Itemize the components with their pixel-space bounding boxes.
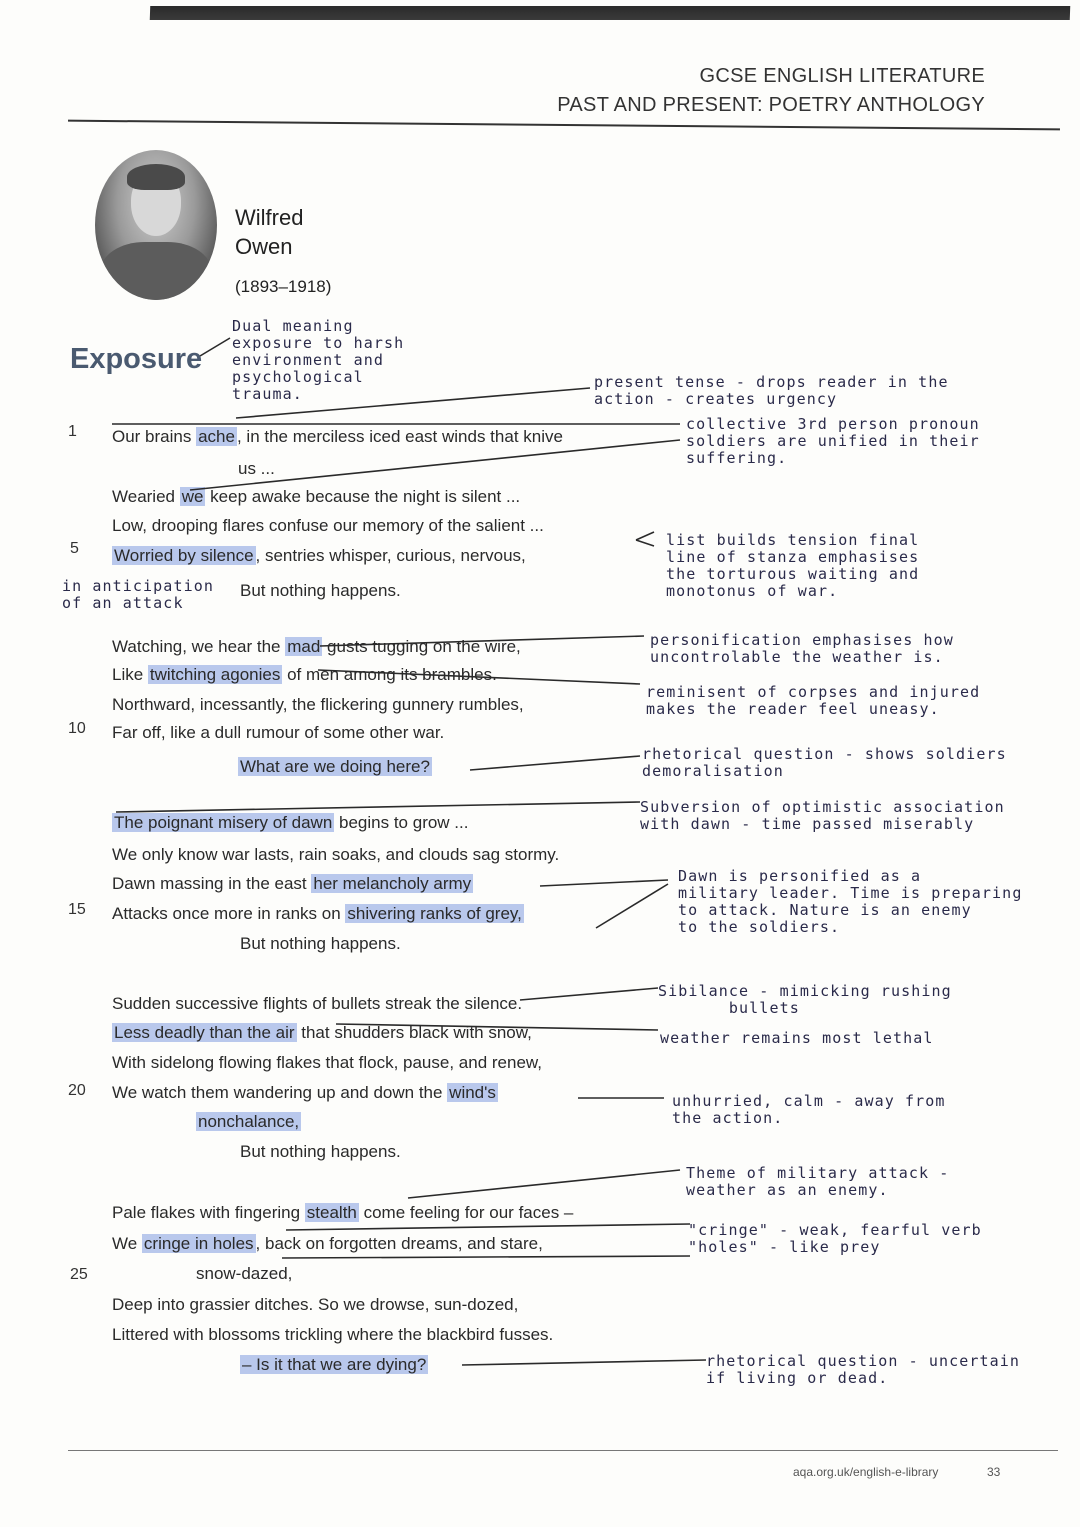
- poem-line: Our brains ache , in the merciless iced east winds that knive: [112, 427, 563, 446]
- poem-title: Exposure: [70, 343, 203, 375]
- poem-line: Low, drooping flares confuse our memory of the salient ...: [112, 516, 544, 535]
- annotation-personification: personification emphasises how uncontrolable the weather is.: [650, 631, 954, 666]
- annotation-dawn-personified: Dawn is personified as a military leader. Time is preparing to attack. Nature is an enemy to the soldiers.: [678, 867, 1023, 936]
- annotation-weather-lethal: weather remains most lethal: [660, 1029, 934, 1047]
- author-dates: (1893–1918): [235, 277, 332, 296]
- annotation-rhetorical-1: rhetorical question - shows soldiers demoralisation: [642, 745, 1007, 780]
- annotation-sibilance: Sibilance - mimicking rushing bullets: [658, 982, 952, 1017]
- poem-line: We cringe in holes , back on forgotten dreams, and stare,: [112, 1234, 543, 1253]
- poem-line: Like twitching agonies of men among its brambles.: [112, 665, 497, 684]
- annotation-anticipation: in anticipation of an attack: [62, 577, 214, 612]
- line-number: 20: [68, 1082, 86, 1099]
- footer-url: aqa.org.uk/english-e-library: [793, 1465, 939, 1479]
- line-number: 10: [68, 720, 86, 737]
- annotation-cringe: "cringe" - weak, fearful verb "holes" - like prey: [688, 1221, 982, 1256]
- poem-line: nonchalance,: [198, 1112, 300, 1131]
- header-course: GCSE ENGLISH LITERATURE: [699, 65, 985, 87]
- poem-line: – Is it that we are dying?: [242, 1355, 427, 1374]
- poem-line: We watch them wandering up and down the wind's: [112, 1083, 496, 1102]
- poem-line: But nothing happens.: [240, 581, 401, 600]
- annotation-military-theme: Theme of military attack - weather as an enemy.: [686, 1164, 950, 1199]
- poem-line: Northward, incessantly, the flickering gunnery rumbles,: [112, 695, 524, 714]
- annotation-pronoun: collective 3rd person pronoun soldiers are unified in their suffering.: [686, 415, 980, 467]
- annotation-list-tension: list builds tension final line of stanza emphasises the torturous waiting and monotonus of war.: [666, 531, 920, 600]
- poem-line: With sidelong flowing flakes that flock, pause, and renew,: [112, 1053, 542, 1072]
- annotation-rhetorical-2: rhetorical question - uncertain if living or dead.: [706, 1352, 1021, 1387]
- header-anthology: PAST AND PRESENT: POETRY ANTHOLOGY: [557, 94, 985, 116]
- annotation-present-tense: present tense - drops reader in the action - creates urgency: [594, 373, 949, 408]
- poem-line: But nothing happens.: [240, 934, 401, 953]
- line-number: 5: [70, 540, 79, 557]
- poem-line: Attacks once more in ranks on shivering ranks of grey,: [112, 904, 522, 923]
- poem-line: snow-dazed,: [196, 1264, 293, 1283]
- line-number: 1: [68, 423, 77, 440]
- poem-line: Less deadly than the air that shudders black with snow,: [114, 1023, 532, 1042]
- annotation-corpses: reminisent of corpses and injured makes the reader feel uneasy.: [646, 683, 981, 718]
- poem-line: us ...: [238, 459, 275, 478]
- line-number: 15: [68, 901, 86, 918]
- annotation-unhurried: unhurried, calm - away from the action.: [672, 1092, 946, 1127]
- poem-line: We only know war lasts, rain soaks, and clouds sag stormy.: [112, 845, 560, 864]
- poem-line: Littered with blossoms trickling where the blackbird fusses.: [112, 1325, 554, 1344]
- page-number: 33: [987, 1465, 1001, 1479]
- author-name: Wilfred Owen: [235, 205, 304, 259]
- poem-line: Worried by silence , sentries whisper, curious, nervous,: [114, 546, 526, 565]
- poem-line: Pale flakes with fingering stealth come feeling for our faces –: [112, 1203, 574, 1222]
- poem-line: But nothing happens.: [240, 1142, 401, 1161]
- poem-line: Wearied we keep awake because the night is silent ...: [112, 487, 521, 506]
- poem-line: Dawn massing in the east her melancholy army: [112, 874, 472, 893]
- poem-line: Watching, we hear the mad gusts tugging on the wire,: [112, 637, 521, 656]
- title-annotation: Dual meaning exposure to harsh environment and psychological trauma.: [232, 317, 405, 403]
- poem-line: Sudden successive flights of bullets streak the silence.: [112, 994, 523, 1013]
- line-number: 25: [70, 1266, 88, 1283]
- poem-line: What are we doing here?: [240, 757, 430, 776]
- poem-line: Far off, like a dull rumour of some other war.: [112, 723, 445, 742]
- footer-rule: [68, 1450, 1058, 1451]
- annotation-subversion: Subversion of optimistic association with dawn - time passed miserably: [640, 798, 1005, 833]
- poem-line: Deep into grassier ditches. So we drowse, sun-dozed,: [112, 1295, 519, 1314]
- poem-line: The poignant misery of dawn begins to grow ...: [114, 813, 469, 832]
